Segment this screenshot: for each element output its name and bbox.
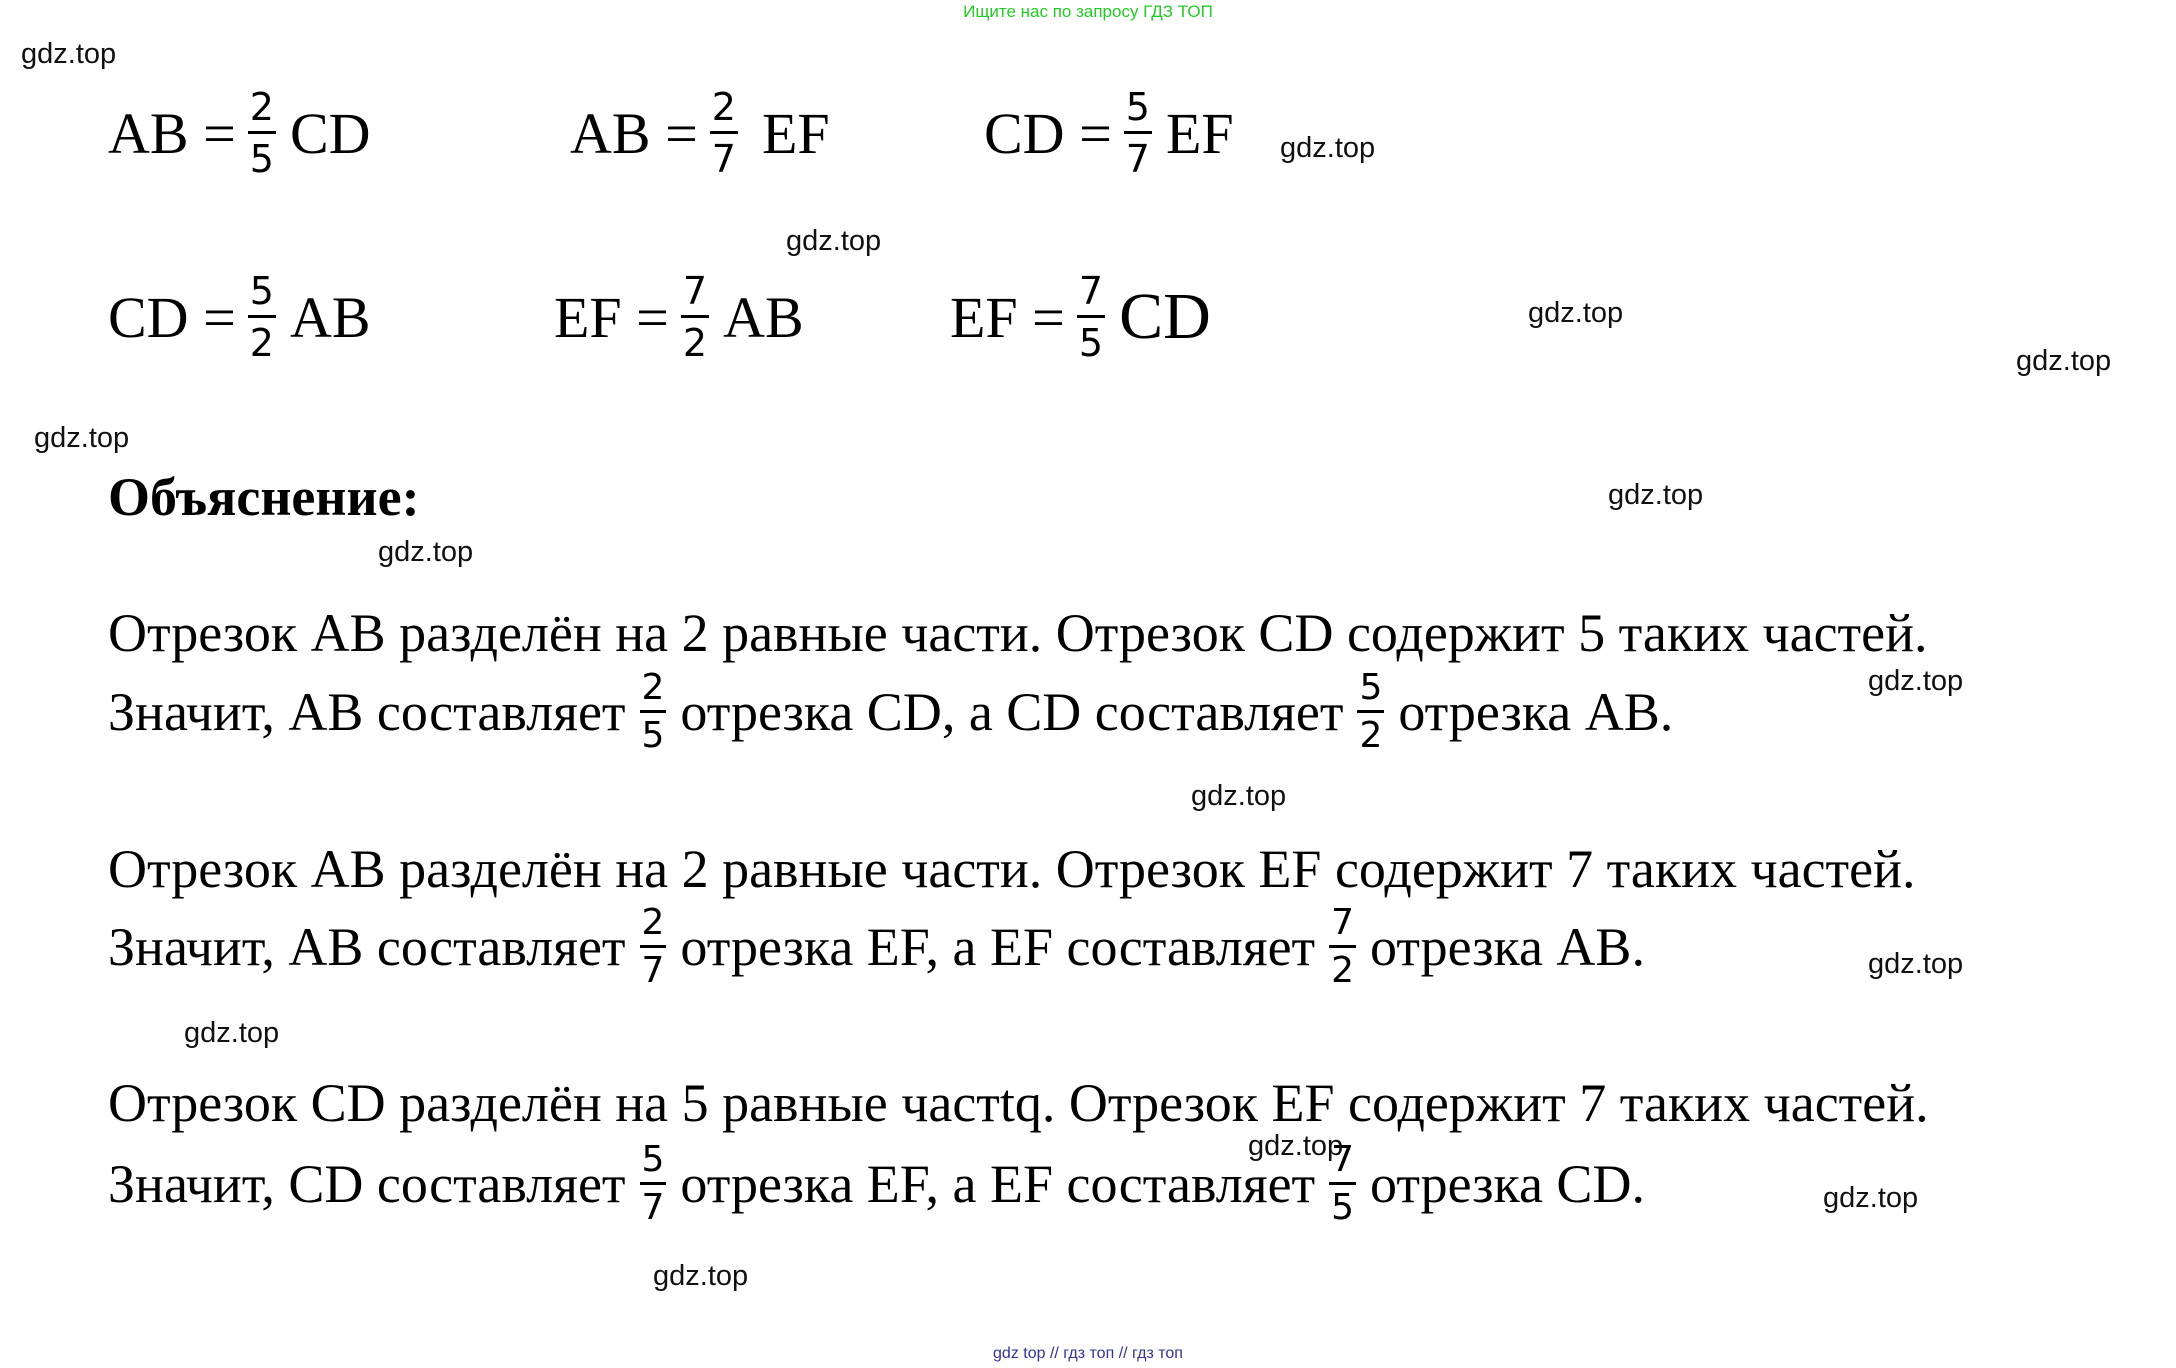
watermark: gdz.top [1868, 665, 1964, 697]
equation-lhs: EF = [950, 284, 1065, 350]
fraction-denominator: 5 [641, 715, 665, 756]
search-banner: Ищите нас по запросу ГДЗ ТОП [963, 2, 1213, 21]
fraction-numerator: 5 [640, 1142, 667, 1185]
fraction-numerator: 7 [1077, 272, 1105, 318]
equation-ef-ab [554, 269, 804, 365]
watermark: gdz.top [184, 1017, 280, 1049]
watermark: gdz.top [1868, 948, 1964, 980]
explanation-heading: Объяснение: [108, 467, 420, 527]
fraction [640, 902, 667, 991]
fraction [640, 1139, 667, 1228]
fraction-denominator: 7 [641, 950, 665, 991]
fraction-denominator: 2 [1359, 715, 1383, 756]
line-text: отрезка AB. [1370, 917, 1645, 977]
equation-rhs: CD [1119, 280, 1211, 353]
paragraph-1-line-2 [108, 667, 1674, 756]
equation-lhs: CD = [984, 100, 1112, 166]
paragraph-1-line-1: Отрезок AB разделён на 2 равные части. Отрезок CD содержит 5 таких частей. [108, 603, 1928, 663]
line-text: Значит, AB составляет [108, 682, 626, 742]
equation-rhs: AB [289, 284, 371, 350]
watermark: gdz.top [1608, 479, 1704, 511]
fraction [640, 667, 667, 756]
watermark: gdz.top [21, 38, 117, 70]
fraction-denominator: 2 [1331, 950, 1355, 991]
fraction-numerator: 2 [710, 88, 738, 134]
fraction-numerator: 5 [248, 272, 276, 318]
fraction-numerator: 2 [640, 905, 667, 948]
fraction-denominator: 5 [1331, 1187, 1355, 1228]
equation-rhs: EF [1165, 100, 1234, 166]
fraction-numerator: 7 [1329, 1142, 1356, 1185]
equation-ab-ef [570, 85, 830, 181]
equation-ab-cd [108, 85, 371, 181]
fraction [710, 85, 738, 181]
watermark: gdz.top [2016, 345, 2112, 377]
equation-rhs: AB [723, 284, 804, 350]
fraction-denominator: 7 [1125, 137, 1150, 181]
watermark: gdz.top [1280, 132, 1376, 164]
equation-lhs: EF = [554, 284, 669, 350]
equation-rhs: EF [761, 100, 830, 166]
watermark: gdz.top [34, 422, 130, 454]
watermark: gdz.top [378, 536, 474, 568]
paragraph-2-line-1: Отрезок AB разделён на 2 равные части. Отрезок EF содержит 7 таких частей. [108, 839, 1916, 899]
equation-cd-ef [984, 85, 1234, 181]
line-text: отрезка EF, а EF составляет [680, 917, 1316, 977]
paragraph-2-line-2 [108, 902, 1645, 991]
fraction-denominator: 5 [1078, 321, 1104, 365]
fraction-denominator: 5 [249, 137, 274, 181]
fraction-numerator: 5 [1124, 88, 1152, 134]
equation-lhs: AB = [108, 100, 236, 166]
fraction [1329, 902, 1356, 991]
fraction-numerator: 5 [1357, 670, 1384, 713]
fraction-denominator: 7 [711, 137, 736, 181]
line-text: Значит, CD составляет [108, 1154, 626, 1214]
fraction-denominator: 2 [249, 321, 274, 365]
watermark: gdz.top [1528, 297, 1624, 329]
fraction-numerator: 2 [640, 670, 667, 713]
watermark: gdz.top [786, 225, 882, 257]
fraction [248, 85, 276, 181]
fraction-denominator: 2 [682, 321, 708, 365]
watermark: gdz.top [1191, 780, 1287, 812]
paragraph-3-line-1: Отрезок CD разделён на 5 равные частtq. Отрезок EF содержит 7 таких частей. [108, 1073, 1929, 1133]
fraction [1357, 667, 1384, 756]
line-text: отрезка AB. [1398, 682, 1674, 742]
watermark: gdz.top [1248, 1130, 1344, 1162]
equation-rhs: CD [289, 100, 371, 166]
fraction-denominator: 7 [641, 1187, 665, 1228]
paragraph-3-line-2 [108, 1139, 1645, 1228]
equation-cd-ab [108, 269, 371, 365]
fraction [1124, 85, 1152, 181]
watermark: gdz.top [653, 1260, 749, 1292]
fraction [681, 269, 709, 365]
line-text: Значит, AB составляет [108, 917, 626, 977]
fraction-numerator: 7 [1329, 905, 1356, 948]
fraction-numerator: 7 [681, 272, 709, 318]
equation-lhs: AB = [570, 100, 698, 166]
watermark: gdz.top [1823, 1182, 1919, 1214]
line-text: отрезка CD. [1370, 1154, 1645, 1214]
line-text: отрезка EF, а EF составляет [680, 1154, 1316, 1214]
line-text: отрезка CD, а CD составляет [680, 682, 1344, 742]
fraction-numerator: 2 [248, 88, 276, 134]
footer-text: gdz top // гдз топ // гдз топ [993, 1345, 1183, 1362]
equation-ef-cd [950, 269, 1211, 365]
fraction [248, 269, 276, 365]
equation-lhs: CD = [108, 284, 236, 350]
fraction [1077, 269, 1105, 365]
